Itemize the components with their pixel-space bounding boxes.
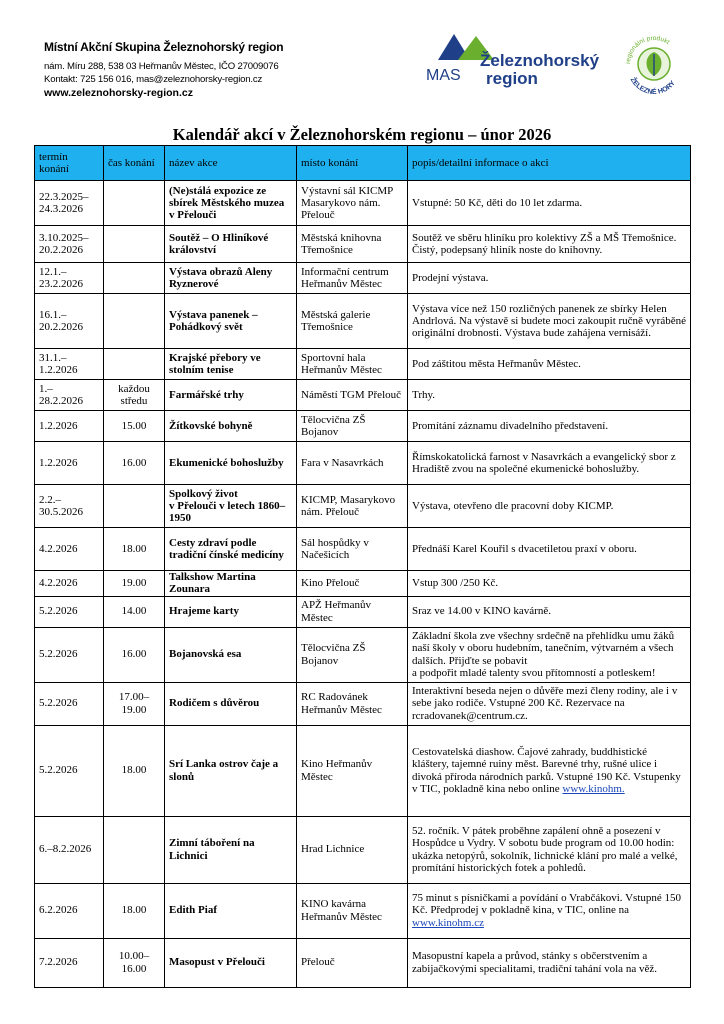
cell-place: [297, 571, 408, 597]
cell-event-name: [165, 528, 297, 571]
logo-name-line2: region: [486, 69, 538, 88]
cell-date-text: 1.– 28.2.2026: [39, 382, 83, 407]
cell-place-text: Tělocvična ZŠ Bojanov: [301, 642, 366, 667]
description-text: Cestovatelská diashow. Čajové zahrady, buddhistické kláštery, tajemné ruiny měst. Barevné trhy, rušné ulice i divoká příroda národních parků. Vstupné 190 Kč. Vstupenky v TIC, pokladně kina nebo online: [412, 746, 681, 795]
cell-event-name-text: Bojanovská esa: [169, 648, 242, 661]
cell-description-text: Pod záštitou města Heřmanův Městec.: [412, 357, 581, 370]
cell-time-text: 16.00: [121, 456, 147, 469]
cell-place: [297, 883, 408, 938]
cell-place-text: Přelouč: [301, 956, 335, 969]
cell-description: [408, 528, 691, 571]
events-table-body: [35, 181, 691, 988]
cell-date: [35, 226, 104, 263]
org-contact: Kontakt: 725 156 016, mas@zeleznohorsky-region.cz: [44, 74, 263, 85]
cell-date-text: 31.1.– 1.2.2026: [39, 351, 78, 376]
cell-event-name-text: Masopust v Přelouči: [169, 956, 265, 969]
table-row: [35, 528, 691, 571]
table-row: [35, 571, 691, 597]
cell-event-name: [165, 627, 297, 682]
cell-time-text: 10.00– 16.00: [118, 950, 150, 975]
cell-place: [297, 349, 408, 380]
cell-place: [297, 725, 408, 816]
cell-event-name-text: Cesty zdraví podle tradiční čínské medicíny: [169, 536, 284, 561]
description-text: 75 minut s písničkami a povídání o Vrabčákovi. Vstupné 150 Kč. Předprodej v pokladně kina, v TIC, online na: [412, 892, 682, 917]
cell-place-text: Městská knihovna Třemošnice: [301, 231, 382, 256]
logo-mas-text: MAS: [426, 67, 461, 84]
cell-date-text: 5.2.2026: [39, 605, 78, 618]
cell-place: [297, 485, 408, 528]
cell-date: [35, 181, 104, 226]
cell-date-text: 6.2.2026: [39, 904, 78, 917]
cell-place: [297, 528, 408, 571]
cell-place: [297, 442, 408, 485]
cell-time: [104, 226, 165, 263]
cell-place-text: Hrad Lichnice: [301, 843, 365, 856]
cell-date: [35, 263, 104, 294]
cell-time: [104, 442, 165, 485]
cell-event-name: [165, 485, 297, 528]
cell-description-text: Trhy.: [412, 388, 436, 401]
cell-date-text: 6.–8.2.2026: [39, 843, 92, 856]
cell-date: [35, 528, 104, 571]
website-link[interactable]: www.kinohm.: [562, 782, 625, 795]
cell-description-text: Vstupné: 50 Kč, děti do 10 let zdarma.: [412, 196, 583, 209]
cell-place-text: Městská galerie Třemošnice: [301, 308, 371, 333]
cell-event-name: [165, 596, 297, 627]
col-header-time: čas konání: [104, 146, 165, 181]
cell-event-name-text: Spolkový život v Přelouči v letech 1860–1950: [169, 487, 286, 525]
cell-event-name-text: Hrajeme karty: [169, 605, 239, 618]
cell-description-text: Promítání záznamu divadelního představení.: [412, 419, 609, 432]
table-row: [35, 682, 691, 725]
cell-description: [408, 442, 691, 485]
cell-date-text: 5.2.2026: [39, 764, 78, 777]
table-row: [35, 725, 691, 816]
org-address: nám. Míru 288, 538 03 Heřmanův Městec, IČO 27009076: [44, 61, 279, 72]
cell-date: [35, 725, 104, 816]
cell-description-text: Římskokatolická farnost v Nasavrkách a evangelický sbor z Hradiště zvou na společné ekumenické bohoslužby.: [412, 450, 676, 475]
cell-description-text: Prodejní výstava.: [412, 271, 489, 284]
cell-event-name-text: Ekumenické bohoslužby: [169, 456, 284, 469]
cell-event-name: [165, 349, 297, 380]
cell-date-text: 2.2.– 30.5.2026: [39, 493, 83, 518]
table-row: [35, 816, 691, 883]
cell-description: [408, 883, 691, 938]
cell-place-text: KICMP, Masarykovo nám. Přelouč: [301, 493, 396, 518]
cell-date: [35, 816, 104, 883]
cell-description: [408, 294, 691, 349]
cell-date: [35, 596, 104, 627]
cell-date: [35, 349, 104, 380]
website-link[interactable]: www.kinohm.cz: [412, 916, 484, 929]
cell-event-name: [165, 226, 297, 263]
col-header-date: termín konání: [35, 146, 104, 181]
cell-time-text: 15.00: [121, 419, 147, 432]
cell-event-name: [165, 883, 297, 938]
cell-place-text: Výstavní sál KICMP Masarykovo nám. Přelouč: [301, 184, 393, 222]
cell-time: [104, 528, 165, 571]
cell-time-text: 14.00: [121, 605, 147, 618]
cell-time: [104, 571, 165, 597]
cell-place-text: Tělocvična ZŠ Bojanov: [301, 413, 366, 438]
table-row: [35, 349, 691, 380]
cell-description: [408, 571, 691, 597]
cell-time: [104, 411, 165, 442]
cell-date-text: 1.2.2026: [39, 456, 78, 469]
cell-place: [297, 627, 408, 682]
cell-description: [408, 816, 691, 883]
cell-description-text: 52. ročník. V pátek proběhne zapálení ohně a posezení v Hospůdce u Vydry. V sobotu bude program od 10.00 hodin: ukázka netopýrů, sokolník, lichnické klání pro malé a velké, promítání historických fotek a pohledů.: [412, 825, 678, 874]
cell-description-text: Masopustní kapela a průvod, stánky s občerstvením a zabijačkovými specialitami, tradiční tahání vola na věž.: [412, 950, 657, 975]
cell-event-name: [165, 571, 297, 597]
cell-event-name: [165, 938, 297, 987]
cell-description: [408, 181, 691, 226]
cell-event-name: [165, 181, 297, 226]
cell-event-name: [165, 816, 297, 883]
logo-name-line1: Železnohorský: [480, 51, 600, 70]
table-row: [35, 411, 691, 442]
cell-event-name-text: Krajské přebory ve stolním tenise: [169, 351, 261, 376]
cell-time-text: 16.00: [121, 648, 147, 661]
cell-event-name: [165, 263, 297, 294]
cell-time-text: 18.00: [121, 764, 147, 777]
col-header-name: název akce: [165, 146, 297, 181]
cell-description: [408, 263, 691, 294]
cell-place-text: APŽ Heřmanův Městec: [301, 599, 371, 624]
cell-date: [35, 682, 104, 725]
cell-time: [104, 349, 165, 380]
cell-event-name-text: Srí Lanka ostrov čaje a slonů: [169, 758, 279, 783]
cell-description: [408, 596, 691, 627]
cell-description: [408, 380, 691, 411]
cell-time: [104, 181, 165, 226]
cell-time: [104, 596, 165, 627]
cell-date: [35, 411, 104, 442]
cell-place: [297, 938, 408, 987]
cell-place: [297, 263, 408, 294]
cell-time-text: každou středu: [118, 382, 150, 407]
page-title: Kalendář akcí v Železnohorském regionu – únor 2026: [172, 125, 552, 144]
cell-time-text: 18.00: [121, 904, 147, 917]
col-header-place: místo konání: [297, 146, 408, 181]
table-row: [35, 883, 691, 938]
cell-time: [104, 485, 165, 528]
cell-event-name-text: Edith Piaf: [169, 904, 217, 917]
cell-place-text: Sportovní hala Heřmanův Městec: [301, 351, 382, 376]
cell-description: [408, 485, 691, 528]
cell-date: [35, 883, 104, 938]
col-header-description: popis/detailní informace o akci: [408, 146, 691, 181]
cell-date: [35, 485, 104, 528]
cell-description: [408, 411, 691, 442]
cell-date: [35, 571, 104, 597]
cell-place: [297, 596, 408, 627]
cell-date-text: 7.2.2026: [39, 956, 78, 969]
mas-logo: [424, 30, 604, 92]
cell-place: [297, 380, 408, 411]
cell-event-name: [165, 682, 297, 725]
cell-event-name-text: Rodičem s důvěrou: [169, 697, 260, 710]
cell-description-text: Základní škola zve všechny srdečně na přehlídku umu žáků naší školy v oboru hudebním, tanečním, výtvarném a všech dalších. Přijďte se pobavit a podpořit mladé talenty svou přítomností a potleskem!: [412, 630, 675, 679]
table-row: [35, 596, 691, 627]
badge-text-zelezne-hory: ŽELEZNÉ HORY: [628, 76, 677, 97]
table-header-row: [35, 146, 691, 181]
cell-event-name-text: Farmářské trhy: [169, 388, 244, 401]
table-row: [35, 181, 691, 226]
org-website: www.zeleznohorsky-region.cz: [44, 87, 193, 99]
cell-description-text: Výstava více než 150 rozličných panenek ze sbírky Helen Andrlová. Na výstavě si budete moci zakoupit ručně vyráběné originální drobnosti. Výstava bude zahájena vernisáží.: [412, 302, 686, 340]
badge-text-regional: regionální produkt: [624, 34, 671, 65]
cell-event-name: [165, 294, 297, 349]
organization-info: [44, 40, 283, 100]
cell-place: [297, 816, 408, 883]
table-row: [35, 263, 691, 294]
cell-place: [297, 411, 408, 442]
cell-event-name: [165, 442, 297, 485]
table-row: [35, 627, 691, 682]
table-row: [35, 938, 691, 987]
cell-description-text: Interaktivní beseda nejen o důvěře mezi členy rodiny, ale i v sebe jako rodiče. Vstupné 200 Kč. Rezervace na rcradovanek@centrum.cz.: [412, 685, 678, 722]
cell-date: [35, 627, 104, 682]
cell-time: [104, 627, 165, 682]
cell-date-text: 5.2.2026: [39, 648, 78, 661]
cell-event-name: [165, 725, 297, 816]
cell-description: [408, 627, 691, 682]
cell-place-text: Náměstí TGM Přelouč: [301, 388, 402, 401]
cell-place: [297, 294, 408, 349]
org-name: Místní Akční Skupina Železnohorský region: [44, 40, 284, 54]
cell-place: [297, 181, 408, 226]
cell-time-text: 19.00: [121, 577, 147, 590]
cell-time-text: 17.00– 19.00: [118, 691, 150, 716]
cell-place: [297, 226, 408, 263]
cell-time: [104, 380, 165, 411]
cell-time-text: 18.00: [121, 542, 147, 555]
cell-place-text: Kino Přelouč: [301, 577, 360, 590]
cell-place-text: Kino Heřmanův Městec: [301, 758, 373, 783]
cell-description: [408, 682, 691, 725]
cell-date-text: 16.1.– 20.2.2026: [39, 308, 83, 333]
cell-place-text: KINO kavárna Heřmanův Městec: [301, 898, 382, 923]
cell-description: [408, 349, 691, 380]
cell-time: [104, 938, 165, 987]
cell-place: [297, 682, 408, 725]
cell-time: [104, 816, 165, 883]
table-row: [35, 485, 691, 528]
cell-event-name-text: (Ne)stálá expozice ze sbírek Městského muzea v Přelouči: [169, 184, 285, 222]
cell-description: [408, 725, 691, 816]
table-row: [35, 380, 691, 411]
cell-date: [35, 294, 104, 349]
cell-description-text: Sraz ve 14.00 v KINO kavárně.: [412, 605, 551, 618]
regional-product-badge: [620, 30, 688, 98]
cell-date-text: 5.2.2026: [39, 697, 78, 710]
cell-event-name-text: Žítkovské bohyně: [169, 419, 253, 432]
cell-description-text: Výstava, otevřeno dle pracovní doby KICMP.: [412, 499, 614, 512]
cell-event-name: [165, 380, 297, 411]
cell-event-name-text: Talkshow Martina Zounara: [169, 571, 256, 596]
cell-place-text: RC Radovánek Heřmanův Městec: [301, 691, 382, 716]
cell-event-name-text: Výstava panenek – Pohádkový svět: [169, 308, 258, 333]
cell-time: [104, 294, 165, 349]
cell-date-text: 1.2.2026: [39, 419, 78, 432]
cell-place-text: Informační centrum Heřmanův Městec: [301, 265, 389, 290]
cell-event-name-text: Soutěž – O Hliníkové království: [169, 231, 269, 256]
cell-time: [104, 682, 165, 725]
cell-time: [104, 263, 165, 294]
cell-description-text: Soutěž ve sběru hliníku pro kolektivy ZŠ a MŠ Třemošnice. Čistý, podepsaný hliník noste do knihovny.: [412, 231, 677, 256]
cell-date-text: 22.3.2025– 24.3.2026: [39, 190, 89, 215]
cell-description: [408, 938, 691, 987]
cell-date: [35, 442, 104, 485]
table-row: [35, 294, 691, 349]
cell-event-name-text: Výstava obrazů Aleny Ryznerové: [169, 265, 273, 290]
cell-date: [35, 938, 104, 987]
cell-place-text: Sál hospůdky v Načešicích: [301, 536, 369, 561]
cell-description-text: Vstup 300 /250 Kč.: [412, 577, 499, 590]
cell-time: [104, 883, 165, 938]
cell-date-text: 4.2.2026: [39, 542, 78, 555]
cell-date: [35, 380, 104, 411]
table-row: [35, 226, 691, 263]
cell-description: [408, 226, 691, 263]
events-table: [34, 145, 691, 988]
table-row: [35, 442, 691, 485]
cell-description-text: Přednáší Karel Kouřil s dvacetiletou praxí v oboru.: [412, 542, 637, 555]
cell-event-name-text: Zimní táboření na Lichnici: [169, 837, 255, 862]
cell-date-text: 4.2.2026: [39, 577, 78, 590]
cell-date-text: 12.1.– 23.2.2026: [39, 265, 83, 290]
cell-date-text: 3.10.2025– 20.2.2026: [39, 231, 89, 256]
cell-event-name: [165, 411, 297, 442]
cell-time: [104, 725, 165, 816]
cell-place-text: Fara v Nasavrkách: [301, 456, 384, 469]
